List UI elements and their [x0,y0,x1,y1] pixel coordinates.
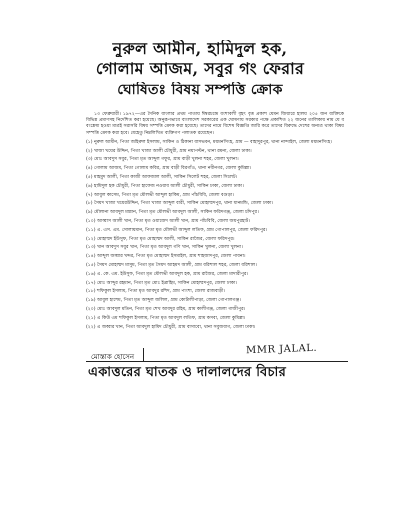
person-list [86,140,344,331]
footer-rule [86,361,348,362]
list-item: (১৮) শফিকুল ইসলাম, পিতা মৃত আবদুর রশিদ, গ্রাম পাংশা, জেলা রাজবাড়ী। [86,289,225,295]
list-item: (৭) আবুল কাসেম, পিতা মৃত মৌলভী আব্দুল হাকিম, গ্রাম পাঁচবিবি, জেলা বগুড়া। [86,192,234,198]
author-divider [143,348,144,361]
author-name: মোস্তাক হোসেন [91,353,135,361]
list-item: (৮) সৈয়দ খাজা খয়েরউদ্দিন, পিতা খাজা আব্দুল বারী, সাকিন মোহাম্মদপুর, থানা ধানমন্ডি, জেলা ঢাকা। [86,201,274,207]
list-item: (১৭) মোঃ আব্দুর রহমান, পিতা মৃত মোঃ ইব্রাহিম, সাকিন মোহাম্মদপুর, জেলা ঢাকা। [86,280,237,286]
list-item: (৫) মাহমুদ আলী, পিতা কাজী আফজাল আলী, সাকিন সিলেট শহর, জেলা সিলেট। [86,175,238,180]
list-item: (১৯) আবুল হাশেম, পিতা মৃত আব্দুল জলিল, গ্রাম কোটালীপাড়া, জেলা গোপালগঞ্জ। [86,298,241,304]
list-item: (১২) মোহাম্মদ ইউসুফ, পিতা মৃত মোহাম্মদ আলী, সাকিন রাজৈর, জেলা ফরিদপুর। [86,236,235,242]
handwritten-signature: MMR JALAL. [245,342,318,357]
list-item: (৪) গোলাম আজম, পিতা গোলাম কবির, গ্রাম বাড়ী বিরগাঁও, থানা নবীনগর, জেলা কুমিল্লা। [86,166,252,172]
list-item: (১৬) এ. কে. এম. ইউসুফ, পিতা মৃত মৌলভী আবদুল হক, গ্রাম রাজৈর, জেলা মাদারীপুর। [86,271,248,277]
series-title: একাত্তরের ঘাতক ও দালালদের বিচার [88,365,287,380]
intro-paragraph: ১৩ ফেব্রুয়ারী। ১৯৭২—এর দৈনিক বাংলার প্রথম পাতায় ঈশ্বরচন্দ্রে বংশাবলী বৃহৎ বৃত্ত প্রকাশ যেমন জিয়ারে হালয় ২০৫ জন ব্যক্তিকে বিভিন্ন প্রমাণসহ নির্দেশিত করা হয়েছে। অনুরূপভাবে বাংলাদেশ সরকারের এক ঘোষণায় সরকার পক্ষে প্রকাশিত ২২ জনের তালিকায় নাম যে ব বংশ্লেষ্য হওয়া মাত্রই সরাসরি বিষয় সম্পত্তি ক্রোক করা হয়েছে। তাদের নামে বিশেষ বিজ্ঞপ্তি জারি করে তাদের বিরুদ্ধে দেশের অন্যত্র থাকা বিষয় সম্পত্তি ক্রোক করা হবে। যেহেতু নিম্নলিখিত ব্যক্তিগণ পলাতক রয়েছেন। [86,112,344,136]
list-item: (২০) মোঃ আবদুল মতিন, পিতা মৃত শেখ আবদুর রহিম, গ্রাম কালীগঞ্জ, জেলা গাজীপুর। [86,306,246,312]
list-item: (১) নুরুল আমীন, পিতা জহিরুল ইসলাম, সাকিন ও ঠিকানা বাসভবন, ময়মনসিংহ, গ্রাম — বাহাদুরপুর, থানা নান্দাইল, জেলা ময়মনসিংহ। [86,139,332,145]
headline-line-1: নুরুল আমীন, হামিদুল হক, [112,40,288,57]
list-item: (৬) হামিদুল হক চৌধুরী, পিতা হাফেজ নওয়াব আলী চৌধুরী, সাকিন ঢাকা, জেলা ঢাকা। [86,183,244,189]
list-item: (১৫) সৈয়দ মোহাম্মদ মাসুম, পিতা মৃত সৈয়দ আহমদ আলী, গ্রাম বরিশাল শহর, জেলা বরিশাল। [86,262,257,268]
list-item: (৯) মৌলানা আবদুল মান্নান, পিতা মৃত মৌলভী আবদুল আলী, সাকিন ফরিদগঞ্জ, জেলা চাঁদপুর। [86,210,259,216]
list-item: (১০) আব্বাস আলী খান, পিতা মৃত ওয়াজেদ আলী খান, গ্রাম পাঁচবিবি, জেলা জয়পুরহাট। [86,218,250,224]
list-item: (১১) এ. এস. এম. সোলায়মান, পিতা মৃত মৌলভী আব্দুল লতিফ, গ্রাম গোপালপুর, জেলা ফরিদপুর। [86,227,267,233]
article-body [86,112,344,333]
list-item: (২) খাজা খয়ের উদ্দিন, পিতা খাজা আলী চৌধুরী, গ্রাম নয়াপল্টন, থানা রমনা, জেলা ঢাকা। [86,148,252,154]
list-item: (১৩) খান আবদুস সবুর খান, পিতা মৃত আবদুল গণি খান, সাকিন খুলনা, জেলা খুলনা। [86,245,243,251]
list-item: (১৪) আব্দুল জব্বার খদ্দর, পিতা মৃত মোহাম্মদ ইসমাইল, গ্রাম শাহজাদপুর, জেলা পাবনা। [86,254,246,260]
list-item: (২২) এ জব্বার খান, পিতা আবদুল হামিদ চৌধুরী, গ্রাম বাসাবো, থানা সবুজবাগ, জেলা ঢাকা। [86,324,256,330]
headline-line-3: ঘোষিতঃ বিষয় সম্পত্তি ক্রোক [117,82,283,98]
list-item: (২১) এ কিউ এম শফিকুল ইসলাম, পিতা মৃত আবদুল লতিফ, গ্রাম কসবা, জেলা কুমিল্লা। [86,315,246,321]
list-item: (৩) মোঃ আবদুস সবুর, পিতা মৃত আব্দুল গফুর, গ্রাম বাড়ী খুলনা শহর, জেলা খুলনা। [86,157,239,163]
headline-line-2: গোলাম আজম, সবুর গং ফেরার [95,60,305,77]
